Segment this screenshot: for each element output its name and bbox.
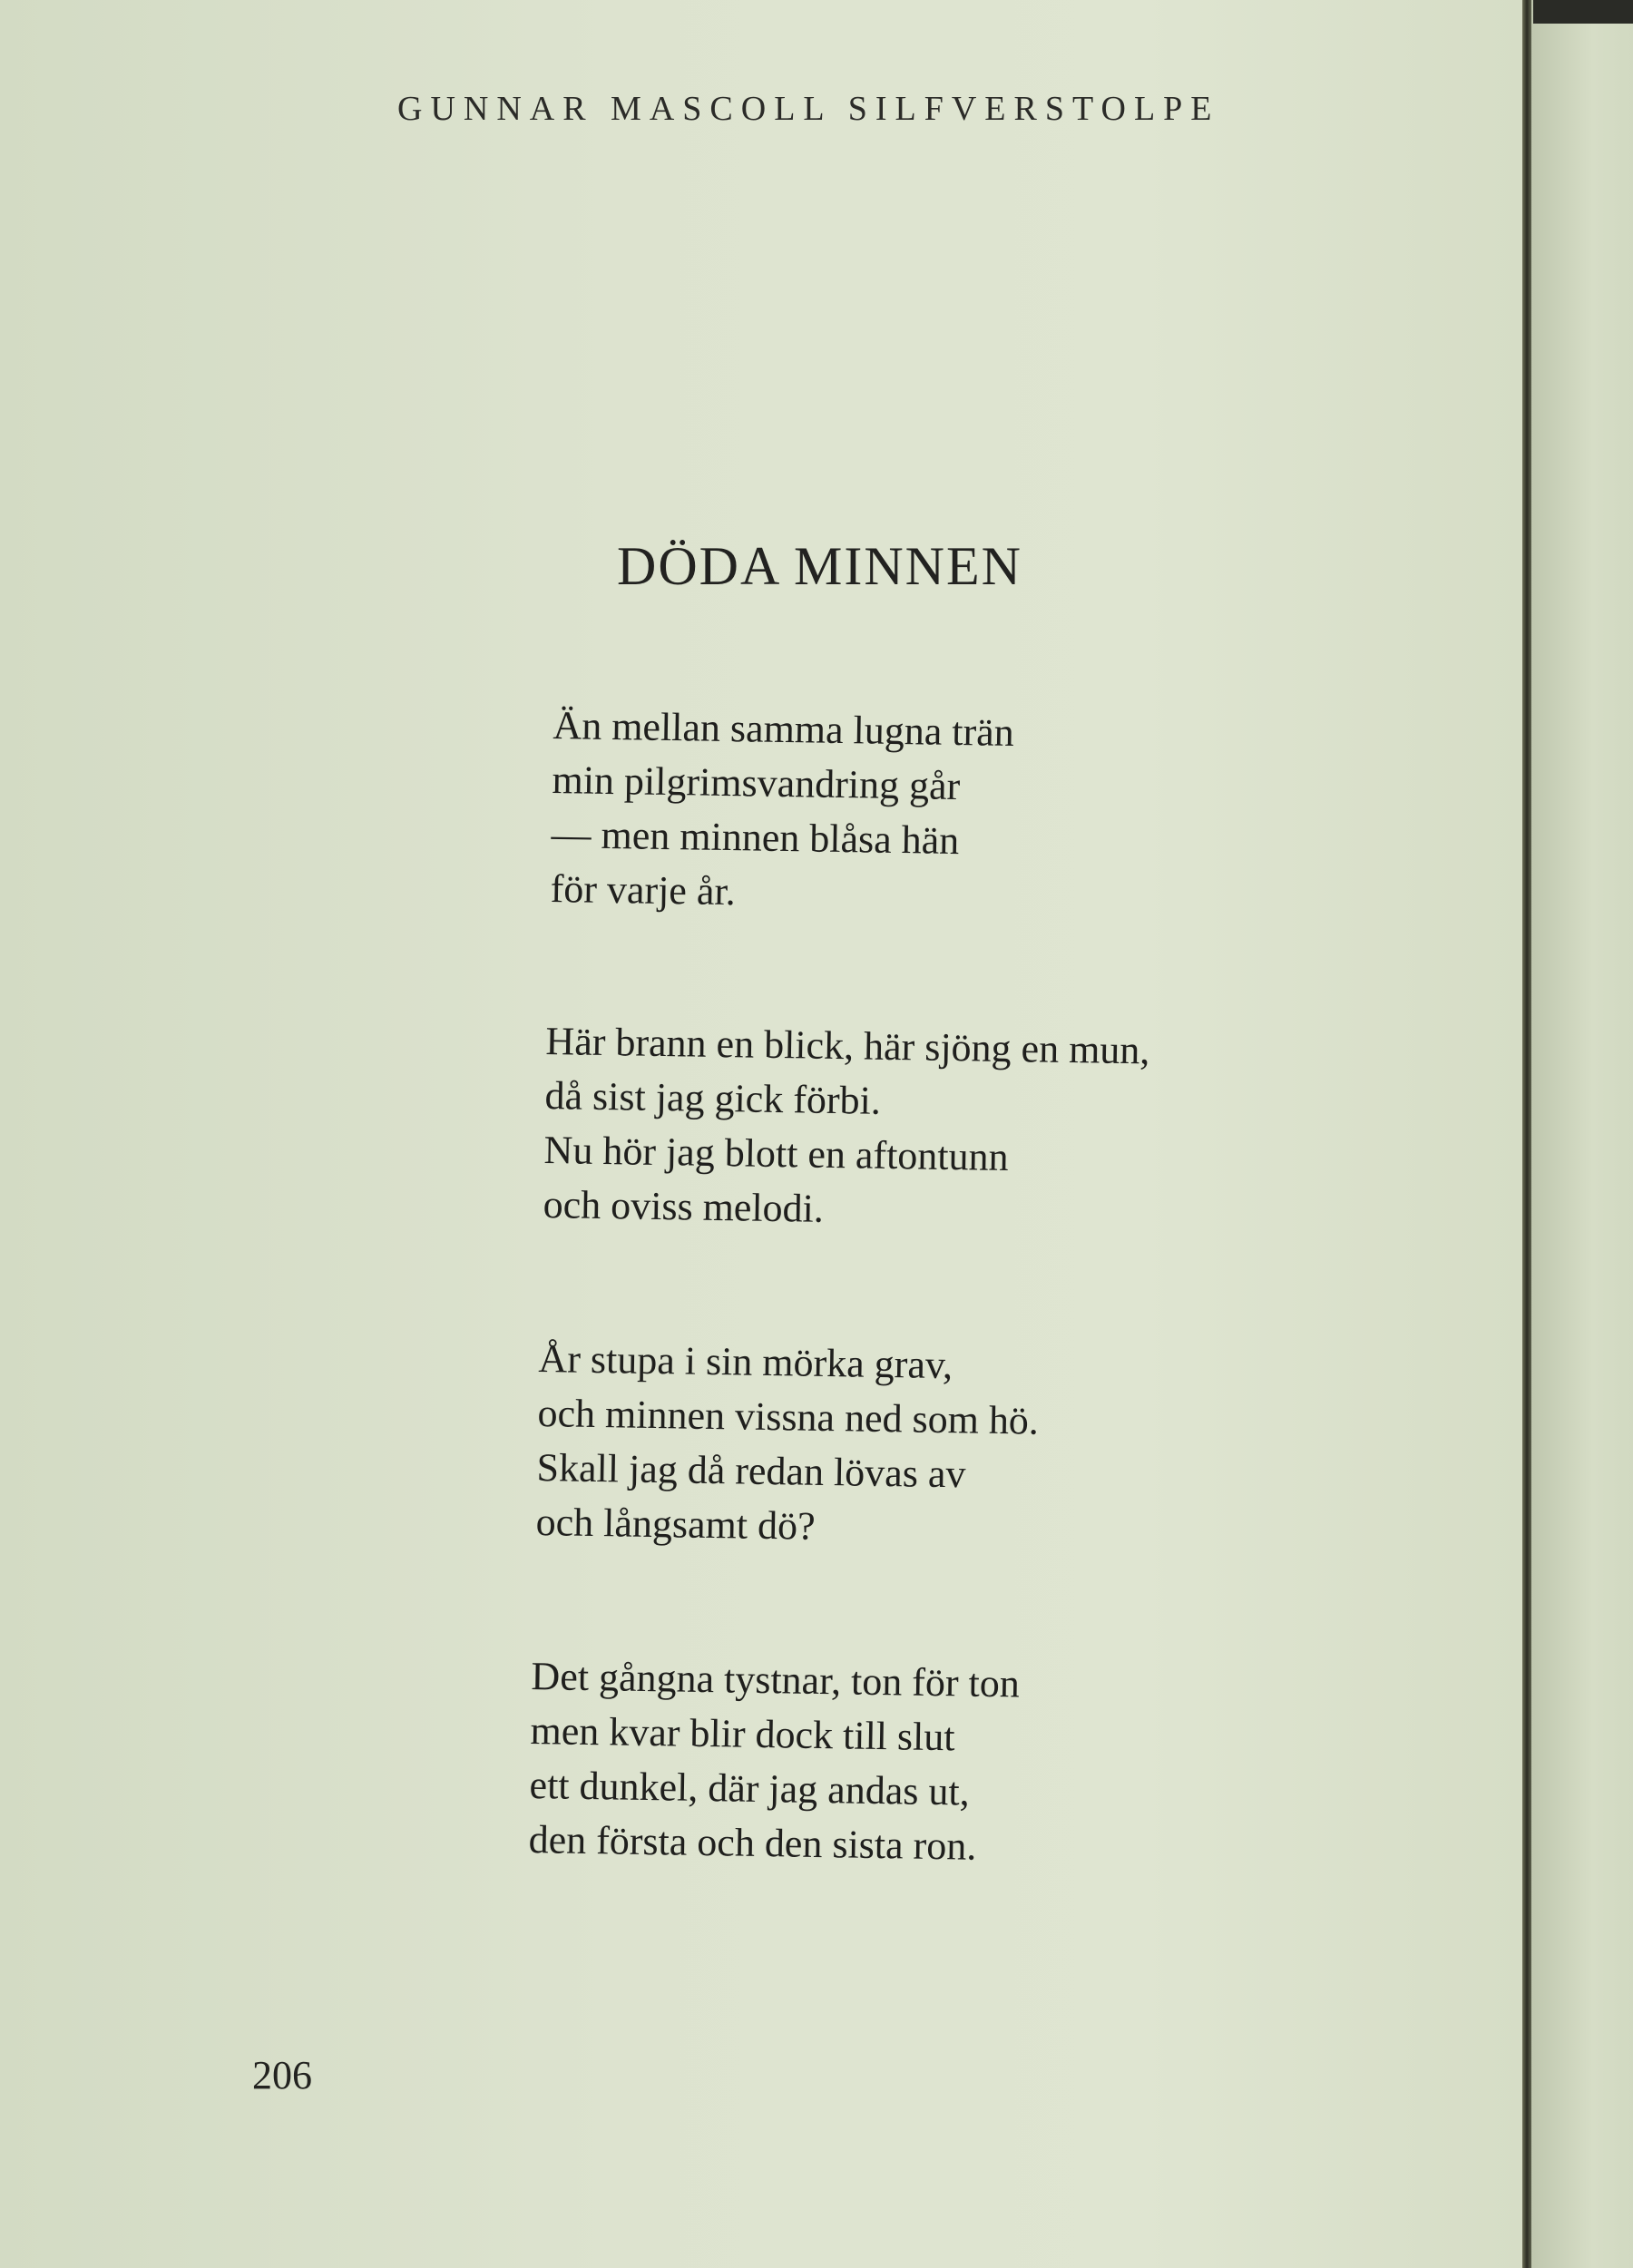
- stanza-line: då sist jag gick förbi.: [544, 1072, 882, 1123]
- stanza-2: [543, 1014, 1150, 1241]
- stanza-line: och oviss melodi.: [543, 1181, 825, 1231]
- facing-page-edge: [1531, 0, 1633, 2268]
- stanza-line: och långsamt dö?: [535, 1499, 816, 1549]
- book-gutter: [1522, 0, 1531, 2268]
- running-head: GUNNAR MASCOLL SILFVERSTOLPE: [397, 90, 1220, 128]
- stanza-line: för varje år.: [550, 865, 737, 914]
- page-number: 206: [252, 2053, 312, 2097]
- stanza-line: Det gångna tystnar, ton för ton: [531, 1653, 1021, 1706]
- stanza-line: År stupa i sin mörka grav,: [538, 1335, 953, 1388]
- stanza-3: [535, 1332, 1040, 1558]
- stanza-line: ett dunkel, där jag andas ut,: [529, 1762, 971, 1814]
- stanza-line: Än mellan samma lugna trän: [552, 702, 1015, 755]
- stanza-line: min pilgrimsvandring går: [552, 757, 961, 809]
- stanza-line: den första och den sista ron.: [528, 1816, 977, 1869]
- stanza-line: Här brann en blick, här sjöng en mun,: [545, 1018, 1150, 1073]
- stanza-1: [550, 699, 1014, 924]
- stanza-line: men kvar blir dock till slut: [530, 1707, 955, 1760]
- stanza-line: och minnen vissna ned som hö.: [537, 1390, 1040, 1443]
- stanza-line: — men minnen blåsa hän: [551, 811, 960, 864]
- stanza-line: Skall jag då redan lövas av: [536, 1444, 966, 1497]
- stanza-4: [528, 1649, 1020, 1874]
- book-spine-top: [1533, 0, 1633, 24]
- stanza-line: Nu hör jag blott en aftontunn: [543, 1127, 1009, 1180]
- poem-title: DÖDA MINNEN: [617, 536, 1022, 596]
